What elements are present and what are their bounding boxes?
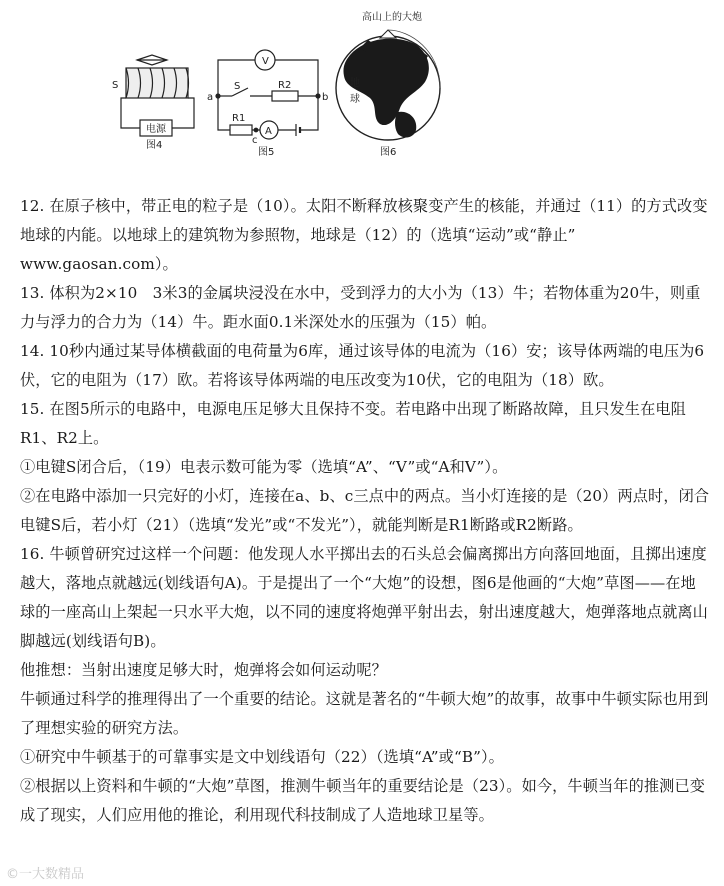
- q15-part1-paragraph: ①电键S闭合后，（19）电表示数可能为零（选填“A”、“V”或“A和V”）。: [20, 458, 508, 476]
- fig5-c-label: c: [252, 135, 258, 146]
- fig5-voltmeter-label: V: [262, 56, 269, 67]
- fig5-ammeter-label: A: [265, 126, 272, 137]
- fig5-r2-label: R2: [278, 80, 292, 91]
- q16-part2-paragraph: ②根据以上资料和牛顿的“大炮”草图，推测牛顿当年的重要结论是（23）。如今，牛顿当年的推测已变成了现实，人们应用他的推论，利用现代科技制成了人造地球卫星等。: [20, 777, 706, 824]
- fig5-caption: 图5: [258, 147, 275, 158]
- figures-svg: [0, 0, 724, 190]
- q16-inference-paragraph: 他推想：当射出速度足够大时，炮弹将会如何运动呢？: [20, 661, 387, 679]
- fig4-power-label: 电源: [146, 124, 166, 135]
- q12-paragraph: 12. 在原子核中，带正电的粒子是（10）。太阳不断释放核聚变产生的核能，并通过（11）的方式改变地球的内能。以地球上的建筑物为参照物，地球是（12）的（选填“运动”或“静止” www.gaosan.com）。: [20, 197, 708, 273]
- fig5-s-label: S: [234, 81, 241, 92]
- fig4-s-label: S: [112, 80, 119, 91]
- watermark: ©一大数精品: [6, 867, 85, 882]
- fig6-side-label-1: 地: [350, 78, 360, 89]
- fig5-r1-label: R1: [232, 113, 246, 124]
- fig5-a-label: a: [207, 92, 214, 103]
- fig6-title: 高山上的大炮: [362, 12, 422, 23]
- fig5-b-label: b: [322, 92, 329, 103]
- q13-paragraph: 13. 体积为2×10 3米3的金属块浸没在水中，受到浮力的大小为（13）牛；若物体重为20牛，则重力与浮力的合力为（14）牛。距水面0.1米深处水的压强为（15）帕。: [20, 284, 701, 331]
- q15-paragraph: 15. 在图5所示的电路中，电源电压足够大且保持不变。若电路中出现了断路故障，且只发生在电阻R1、R2上。: [20, 400, 686, 447]
- q16-paragraph: 16. 牛顿曾研究过这样一个问题：他发现人水平掷出去的石头总会偏离掷出方向落回地面，且掷出速度越大，落地点就越远(划线语句A)。于是提出了一个“大炮”的设想，图6是他画的“大炮”草图——在地球的一座高山上架起一只水平大炮，以不同的速度将炮弹平射出去，射出速度越大，炮弹落地点就离山脚越远(划线语句B)。: [20, 545, 708, 650]
- question-text: [20, 192, 710, 830]
- q16-part1-paragraph: ①研究中牛顿基于的可靠事实是文中划线语句（22）（选填“A”或“B”）。: [20, 748, 504, 766]
- q14-paragraph: 14. 10秒内通过某导体横截面的电荷量为6库，通过该导体的电流为（16）安；该导体两端的电压为6伏，它的电阻为（17）欧。若将该导体两端的电压改变为10伏，它的电阻为（18）欧。: [20, 342, 705, 389]
- fig6-side-label-2: 球: [350, 94, 360, 105]
- q15-part2-paragraph: ②在电路中添加一只完好的小灯，连接在a、b、c三点中的两点。当小灯连接的是（20）两点时，闭合电键S后，若小灯（21）（选填“发光”或“不发光”），就能判断是R1断路或R2断路。: [20, 487, 710, 534]
- fig6-caption: 图6: [380, 147, 397, 158]
- resistor-r1-icon: [230, 125, 252, 135]
- figures-row: [0, 0, 724, 190]
- q16-conclusion-paragraph: 牛顿通过科学的推理得出了一个重要的结论。这就是著名的“牛顿大炮”的故事，故事中牛顿实际也用到了理想实验的研究方法。: [20, 690, 709, 737]
- resistor-r2-icon: [272, 91, 298, 101]
- fig4-caption: 图4: [146, 140, 163, 151]
